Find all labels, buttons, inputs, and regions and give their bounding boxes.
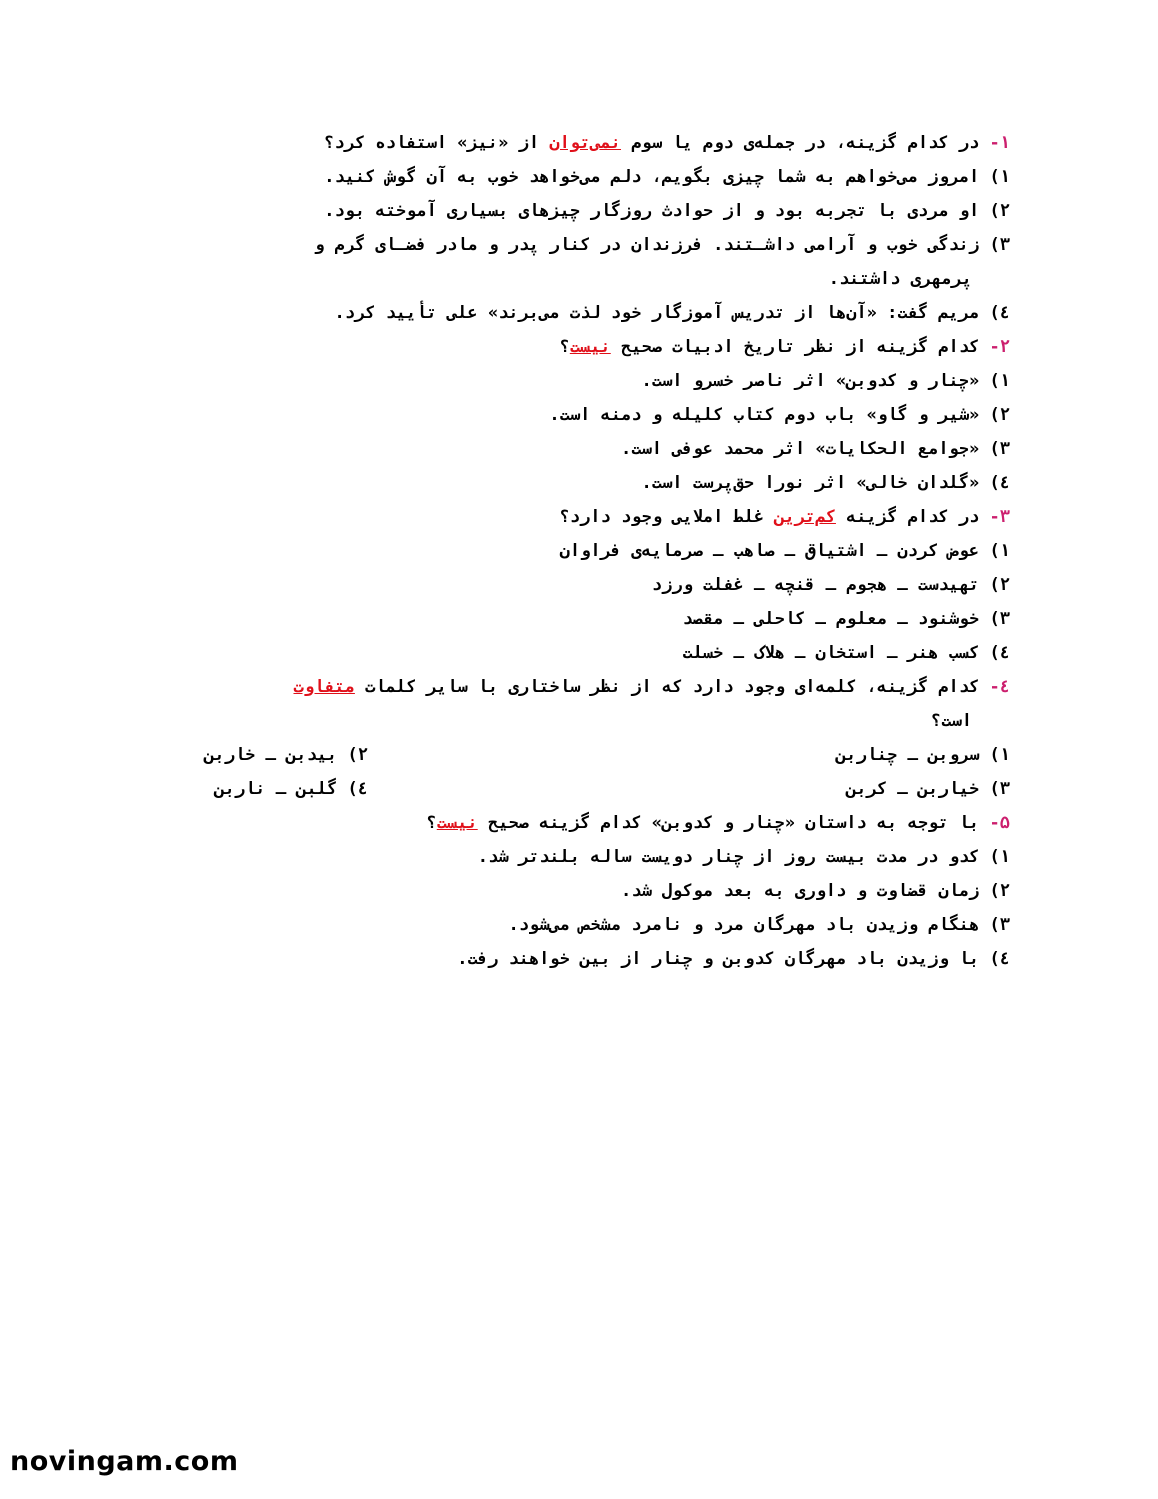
question-3-option: ۱) عوض کردن ـ اشتیاق ـ صاهب ـ صرمایه‌ی فراوان — [559, 541, 1010, 561]
site-watermark: novingam.com — [10, 1446, 239, 1477]
question-5-option: ٤) با وزیدن باد مهرگان کدوبن و چنار از بین خواهند رفت. — [457, 949, 1010, 969]
question-number: ۵- — [989, 813, 1010, 833]
question-number: ٤- — [989, 677, 1010, 697]
question-5-option: ۳) هنگام وزیدن باد مهرگان مرد و نامرد مشخص می‌شود. — [508, 915, 1010, 935]
stem-text: در کدام گزینه، در جمله‌ی دوم یا سوم — [631, 133, 980, 153]
stem-emphasis: کم‌ترین — [774, 507, 836, 527]
question-5-stem — [427, 808, 1010, 838]
question-1-option: ۱) امروز می‌خواهم به شما چیزی بگویم، دلم می‌خواهد خوب به آن گوش کنید. — [324, 167, 1010, 187]
stem-text: غلط املایی وجود دارد؟ — [559, 507, 765, 527]
stem-emphasis: نمی‌توان — [549, 133, 621, 153]
question-4-option: ٤) گلبن ـ ناربن — [214, 779, 368, 799]
question-1-option: ۳) زندگی خوب و آرامی داشـتند. فرزندان در کنار پدر و مادر فضـای گرم و — [314, 235, 1010, 255]
question-5-option: ۲) زمان قضاوت و داوری به بعد موکول شد. — [621, 881, 1010, 901]
question-1-option-continuation: پرمهری داشتند. — [828, 269, 972, 289]
question-4-option: ۲) بیدبن ـ خاربن — [204, 745, 368, 765]
question-5-option: ۱) کدو در مدت بیست روز از چنار دویست ساله بلندتر شد. — [477, 847, 1010, 867]
question-3-stem — [560, 502, 1010, 532]
question-2-stem — [560, 332, 1010, 362]
stem-text: ؟ — [559, 337, 570, 357]
question-4-stem — [293, 672, 1010, 702]
question-4-option: ۱) سروبن ـ چناربن — [835, 745, 1010, 765]
question-number: ۱- — [989, 133, 1010, 153]
question-1-option: ۲) او مردی با تجربه بود و از حوادث روزگار چیزهای بسیاری آموخته بود. — [324, 201, 1010, 221]
question-2-option: ۱) «چنار و کدوبن» اثر ناصر خسرو است. — [641, 371, 1010, 391]
question-1-stem — [324, 128, 1010, 158]
question-3-option: ٤) کسب هنر ـ استخان ـ هلاک ـ خسلت — [682, 643, 1010, 663]
stem-emphasis: متفاوت — [293, 677, 355, 697]
stem-text: ؟ — [426, 813, 437, 833]
question-3-option: ۳) خوشنود ـ معلوم ـ کاحلی ـ مقصد — [682, 609, 1010, 629]
stem-text: با توجه به داستان «چنار و کدوبن» کدام گزینه صحیح — [487, 813, 980, 833]
stem-emphasis: نیست — [436, 813, 478, 833]
stem-text: در کدام گزینه — [846, 507, 980, 527]
stem-text: از «نیز» استفاده کرد؟ — [324, 133, 540, 153]
question-4-option: ۳) خیاربن ـ کربن — [846, 779, 1010, 799]
question-number: ۲- — [989, 337, 1010, 357]
stem-text: کدام گزینه، کلمه‌ای وجود دارد که از نظر ساختاری با سایر کلمات — [365, 677, 980, 697]
question-4-stem-continuation: است؟ — [931, 711, 972, 731]
stem-text: کدام گزینه از نظر تاریخ ادبیات صحیح — [621, 337, 980, 357]
question-2-option: ٤) «گلدان خالی» اثر نورا حق‌پرست است. — [641, 473, 1010, 493]
stem-emphasis: نیست — [569, 337, 611, 357]
question-3-option: ۲) تهیدست ـ هجوم ـ قنچه ـ غفلت ورزد — [651, 575, 1010, 595]
question-2-option: ۲) «شیر و گاو» باب دوم کتاب کلیله و دمنه است. — [549, 405, 1010, 425]
question-2-option: ۳) «جوامع الحکایات» اثر محمد عوفی است. — [621, 439, 1010, 459]
question-number: ۳- — [989, 507, 1010, 527]
question-1-option: ٤) مریم گفت: «آن‌ها از تدریس آموزگار خود لذت می‌برند» علی تأیید کرد. — [334, 303, 1010, 323]
